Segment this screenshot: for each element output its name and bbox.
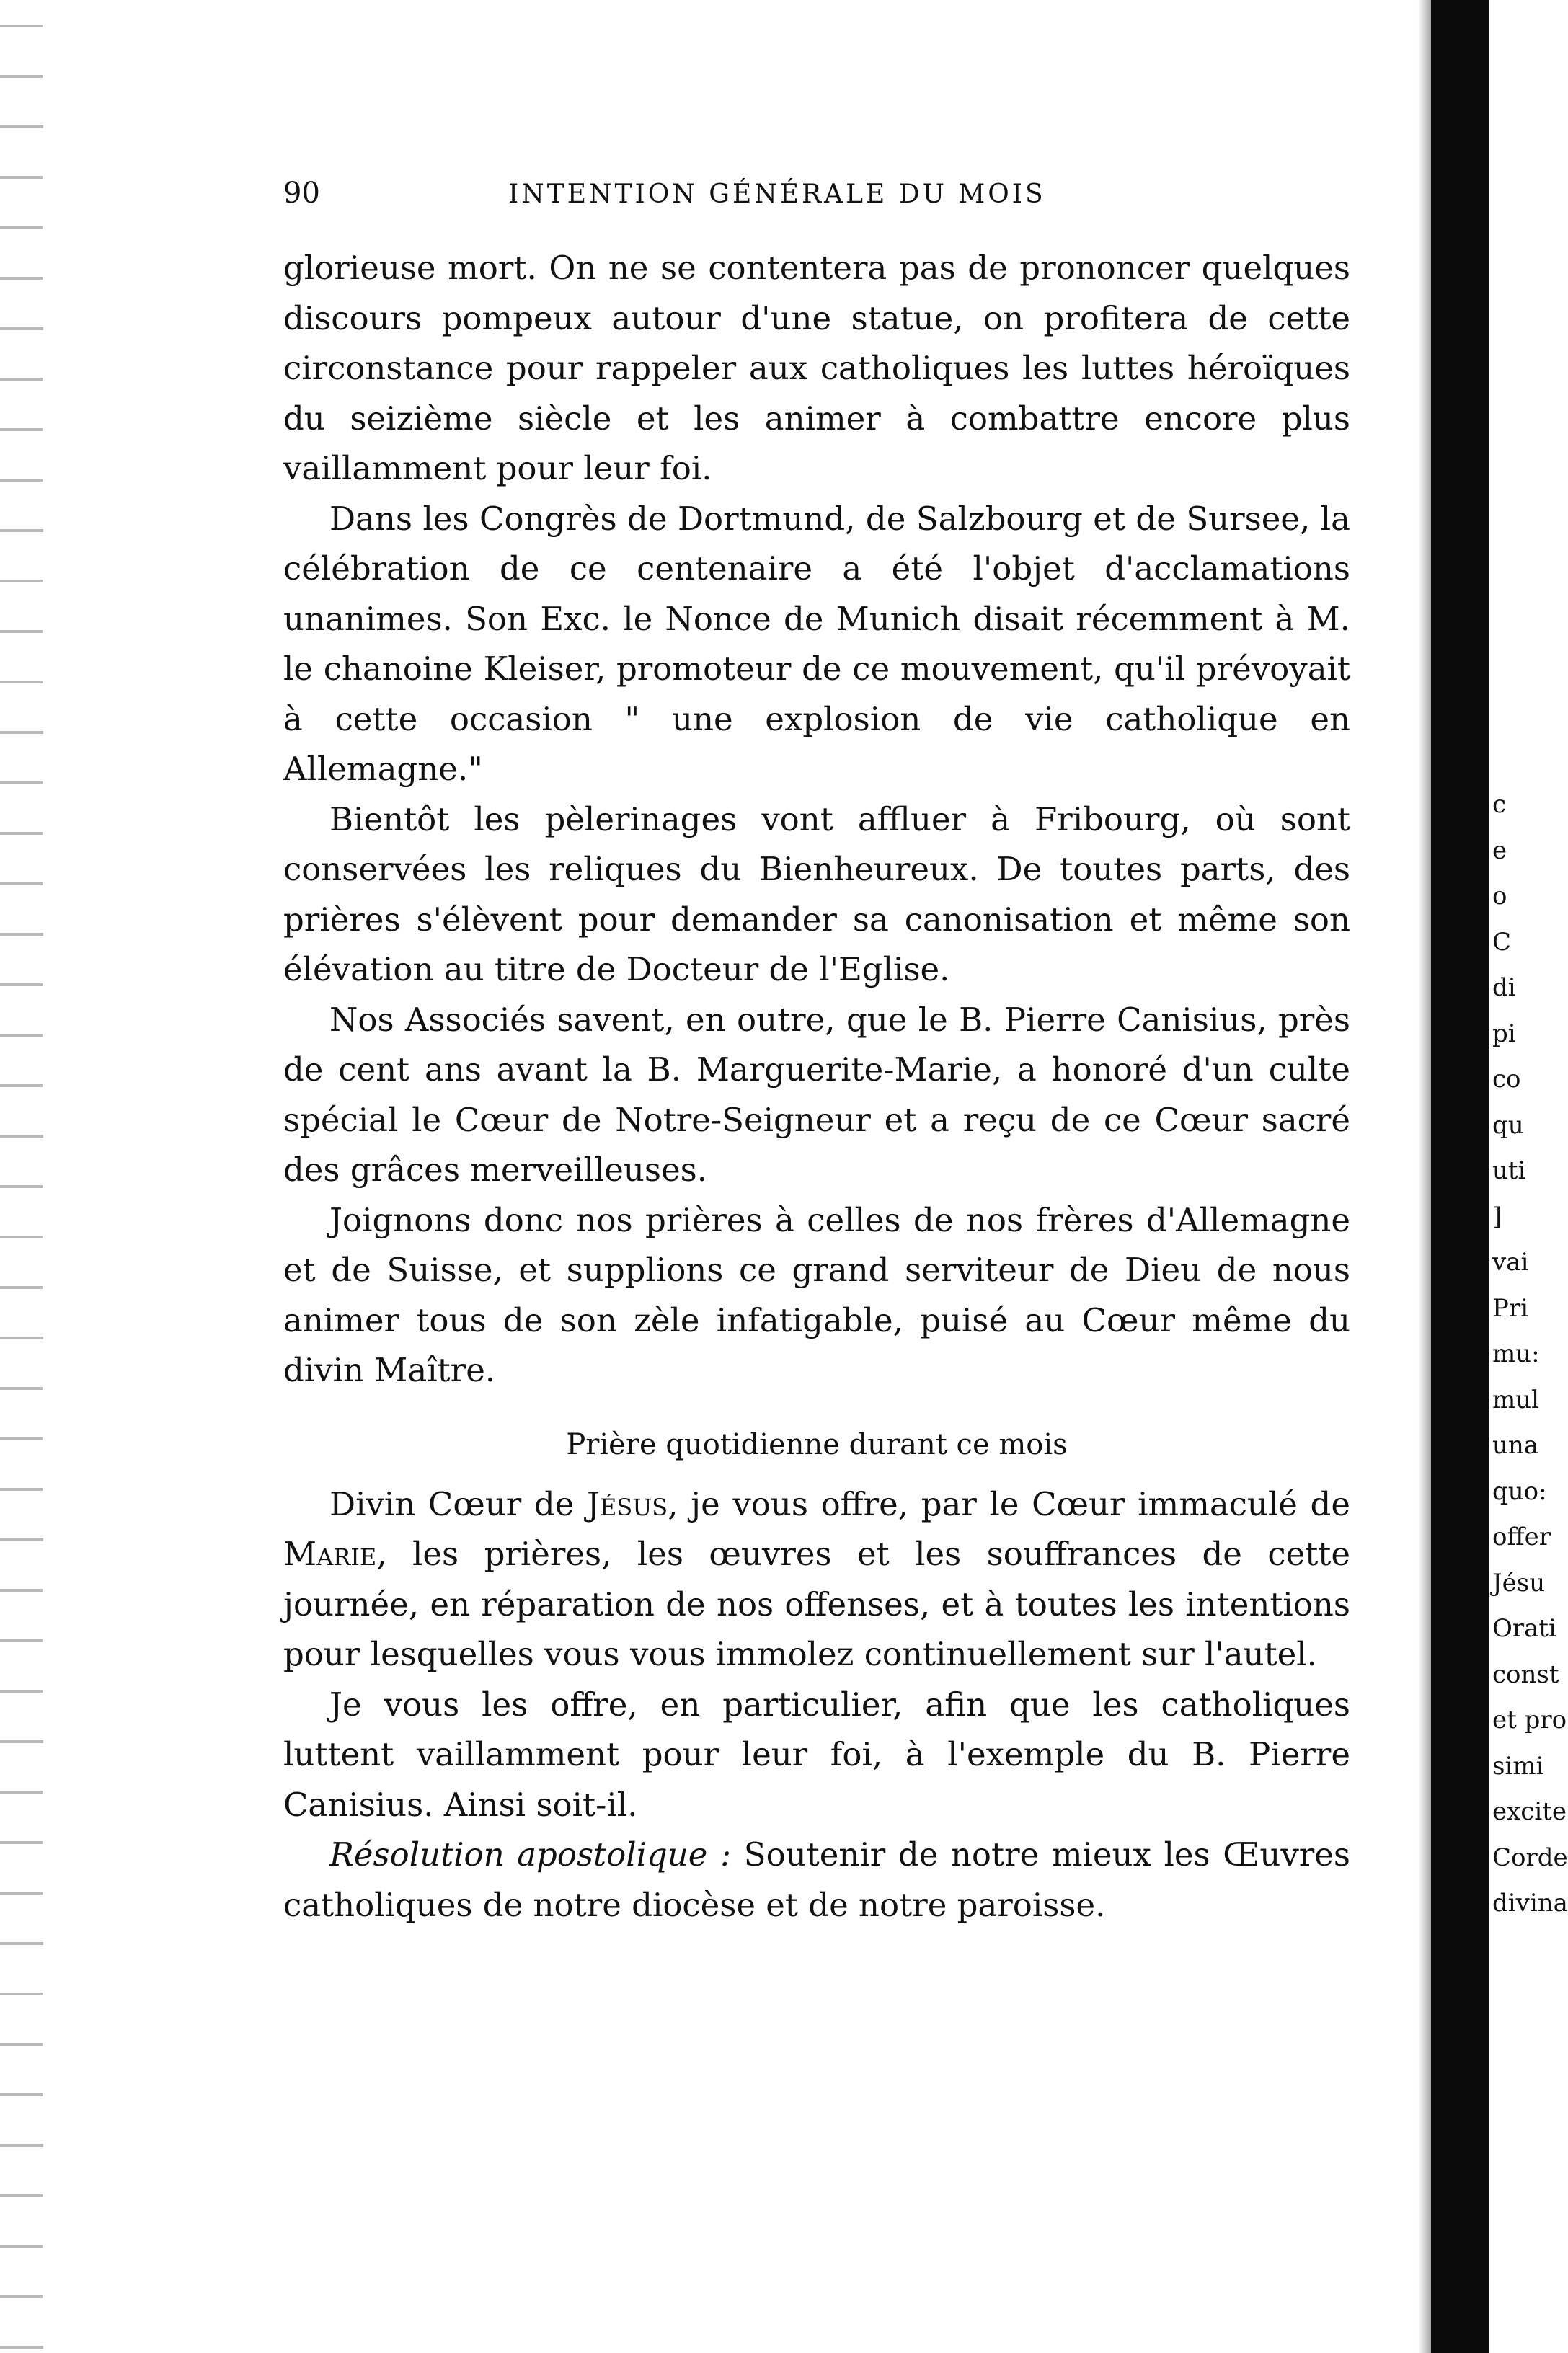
prayer-paragraph-1: Divin Cœur de Jésus, je vous offre, par le Cœur immaculé de Marie, les prières, les œuvres et les souffrances de cette journée, en réparation de nos offenses, et à toutes les intentions pour lesquelles vous vous immolez continuellement sur l'autel.	[283, 1484, 1350, 1673]
facing-fragment: qu	[1492, 1110, 1524, 1140]
facing-fragment: const	[1492, 1659, 1559, 1689]
book-gutter-shadow	[1431, 0, 1489, 2353]
prayer-heading: Prière quotidienne durant ce mois	[566, 1427, 1068, 1461]
facing-fragment: ]	[1492, 1202, 1502, 1231]
facing-fragment: Pri	[1492, 1293, 1529, 1323]
facing-fragment: uti	[1492, 1156, 1526, 1185]
name-marie: Marie	[283, 1535, 377, 1573]
facing-fragment: c	[1492, 790, 1507, 819]
facing-fragment: Corde	[1492, 1843, 1568, 1872]
resolution-text: Soutenir de notre mieux les Œuvres catholiques de notre diocèse et de notre paroisse.	[283, 1835, 1350, 1924]
facing-fragment: Jésu	[1492, 1568, 1546, 1598]
facing-page-fragments	[1492, 782, 1568, 1927]
facing-fragment: offer	[1492, 1523, 1551, 1551]
page-number: 90	[283, 177, 320, 210]
facing-fragment: Orati	[1492, 1614, 1556, 1643]
prayer-paragraph-2: Je vous les offre, en particulier, afin que les catholiques luttent vaillamment pour leur foi, à l'exemple du B. Pierre Canisius. Ainsi soit-il.	[283, 1685, 1350, 1824]
name-jesus: Jésus	[587, 1484, 668, 1523]
facing-fragment: excite	[1492, 1797, 1567, 1826]
facing-fragment: simi	[1492, 1751, 1544, 1781]
paragraph-3: Bientôt les pèlerinages vont affluer à Fribourg, où sont conservées les reliques du Bienheureux. De toutes parts, des prières s'élèvent pour demander sa canonisation et même son élévation au titre de Docteur de l'Eglise.	[283, 799, 1350, 988]
resolution-label: Résolution apostolique :	[329, 1835, 732, 1874]
paragraph-5: Joignons donc nos prières à celles de nos frères d'Allemagne et de Suisse, et supplions ce grand serviteur de Dieu de nous animer tous de son zèle infatigable, puisé au Cœur même du divin Maître.	[283, 1200, 1350, 1389]
facing-fragment: di	[1492, 973, 1516, 1002]
facing-fragment: pi	[1492, 1019, 1516, 1048]
facing-fragment: e	[1492, 836, 1507, 865]
facing-fragment: mul	[1492, 1385, 1540, 1414]
facing-fragment: co	[1492, 1065, 1521, 1094]
facing-fragment: C	[1492, 927, 1512, 957]
paragraph-1: glorieuse mort. On ne se contentera pas de prononcer quelques discours pompeux autour d'une statue, on profitera de cette circonstance pour rappeler aux catholiques les luttes héroïques du seizième siècle et les animer à combattre encore plus vaillamment pour leur foi.	[283, 249, 1350, 487]
facing-fragment: vai	[1492, 1248, 1529, 1277]
facing-fragment: o	[1492, 882, 1507, 910]
facing-fragment: et pro	[1492, 1706, 1567, 1734]
book-page	[283, 177, 1350, 1930]
running-head	[283, 177, 1350, 227]
facing-fragment: quo:	[1492, 1476, 1547, 1506]
resolution-paragraph	[283, 1830, 1350, 1930]
facing-fragment: una	[1492, 1431, 1539, 1460]
binding-edge	[0, 0, 43, 2353]
facing-fragment: divina	[1492, 1889, 1568, 1918]
paragraph-2: Dans les Congrès de Dortmund, de Salzbourg et de Sursee, la célébration de ce centenaire a été l'objet d'acclamations unanimes. Son Exc. le Nonce de Munich disait récemment à M. le chanoine Kleiser, promoteur de ce mouvement, qu'il prévoyait à cette occasion " une explosion de vie catholique en Allemagne."	[283, 499, 1350, 788]
paragraph-4: Nos Associés savent, en outre, que le B. Pierre Canisius, près de cent ans avant la B. Marguerite-Marie, a honoré d'un culte spécial le Cœur de Notre-Seigneur et a reçu de ce Cœur sacré des grâces merveilleuses.	[283, 1000, 1350, 1189]
running-title: INTENTION GÉNÉRALE DU MOIS	[508, 180, 1046, 209]
facing-fragment: mu:	[1492, 1339, 1540, 1368]
